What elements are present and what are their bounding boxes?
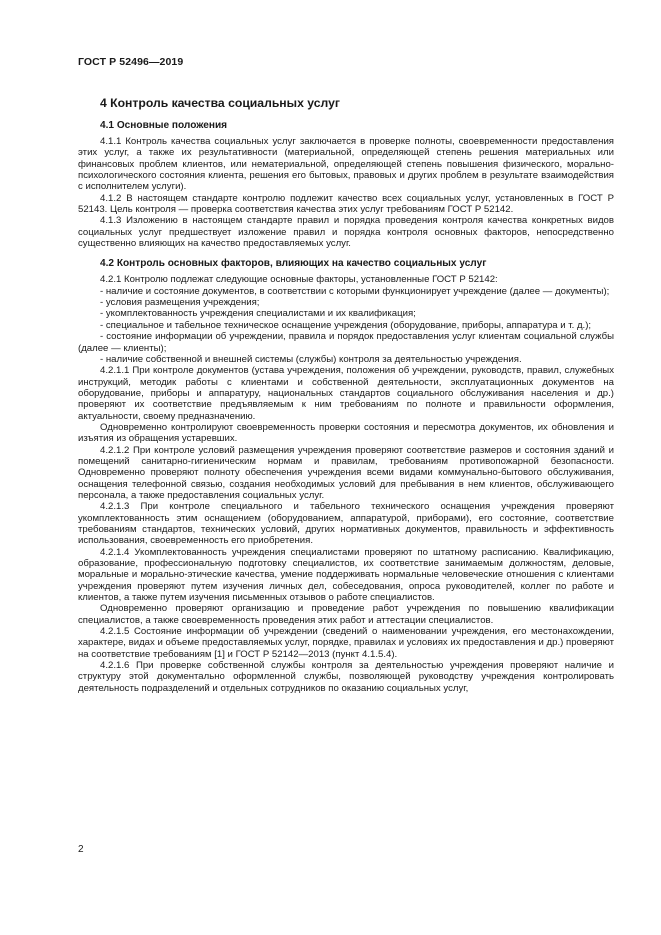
paragraph-4-2-1-2: 4.2.1.2 При контроле условий размещения учреждения проверяют соответствие размеров и состояния зданий и помещений санитарно-гигиеническим нормам и правилам, требованиям противопожарной безопасности. Одновременно проверяют полноту обеспечения учреждения всеми видами коммунально-бытового обслуживания, оснащения телефонной связью, создания необходимых условий для пребывания в нем клиентов, обслуживающего персонала, а также предоставления социальных услуг. [78,444,614,501]
page-number: 2 [78,844,84,855]
document-page [78,56,614,694]
paragraph-4-1-2: 4.1.2 В настоящем стандарте контролю подлежит качество всех социальных услуг, установленных в ГОСТ Р 52143. Цель контроля — проверка соответствия качества этих услуг требованиям ГОСТ Р 52142. [78,192,614,216]
paragraph-4-2-1-6: 4.2.1.6 При проверке собственной службы контроля за деятельностью учреждения проверяют наличие и структуру этой документально оформленной службы, позволяющей руководству учреждения контролировать деятельность подразделений и отдельных сотрудников по оказанию социальных услуг, [78,660,614,694]
paragraph-4-2-1: 4.2.1 Контролю подлежат следующие основные факторы, установленные ГОСТ Р 52142: [100,274,498,286]
paragraph-4-2-1-1: 4.2.1.1 При контроле документов (устава учреждения, положения об учреждении, руководств, правил, служебных инструкций, методик работы с клиентами и собственной деятельности, эксплуатационных документов на оборудование, приборы и аппаратуру, национальных стандартов социального обслуживания населения и др.) проверяют их соответствие предъявляемым к ним требованиям по полноте и правильности оформления, актуальности, своему предназначению. [78,365,614,422]
paragraph-4-2-1-3: 4.2.1.3 При контроле специального и табельного технического оснащения учреждения проверяют укомплектованность этим оснащением (оборудованием, аппаратурой, приборами), его состояние, соответствие требованиям стандартов, технических условий, других нормативных документов, правильность и эффективность использования, своевременность его приобретения. [78,501,614,547]
subsection-title-4-1: 4.1 Основные положения [100,120,228,131]
list-item-placement: - условия размещения учреждения; [100,297,260,309]
list-item-equipment: - специальное и табельное техническое оснащение учреждения (оборудование, приборы, аппаратура и т. д.); [100,319,592,331]
list-item-staffing: - укомплектованность учреждения специалистами и их квалификация; [100,308,416,320]
paragraph-4-2-1-4: 4.2.1.4 Укомплектованность учреждения специалистами проверяют по штатному расписанию. Квалификацию, образование, профессиональную подготовку специалистов, их соответствие занимаемым должностям, деловые, моральные и морально-этические качества, умение поддерживать нормальные человеческие отношения с клиентами учреждения проверяют путем изучения личных дел, собеседования, опроса руководителей, коллег по работе и клиентов, а также путем изучения письменных отзывов о работе специалистов. [78,546,614,604]
list-item-control-system: - наличие собственной и внешней системы (службы) контроля за деятельностью учреждения. [100,353,522,365]
paragraph-4-1-1: 4.1.1 Контроль качества социальных услуг заключается в проверке полноты, своевременности предоставления этих услуг, а также их результативности (материальной, определяющей степень решения материальных или финансовых проблем клиентов, или нематериальной, определяющей степень повышения физического, морально-психологического состояния клиента, решения его бытовых, правовых и других проблем в результате взаимодействия с исполнителем услуги). [78,136,614,193]
list-item-information: - состояние информации об учреждении, правила и порядок предоставления услуг клиентам социальной службы (далее — клиенты); [78,331,614,354]
standard-header: ГОСТ Р 52496—2019 [78,56,184,68]
paragraph-documents-review: Одновременно контролируют своевременность проверки состояния и пересмотра документов, их обновления и изъятия из обращения устаревших. [78,421,614,445]
list-item-documents: - наличие и состояние документов, в соответствии с которыми функционирует учреждение (далее — документы); [100,285,610,297]
paragraph-4-1-3: 4.1.3 Изложению в настоящем стандарте правил и порядка проведения контроля качества конкретных видов социальных услуг предшествует изложение правил и порядка контроля основных факторов, непосредственно существенно влияющих на качество предоставляемых услуг. [78,215,614,250]
section-title: 4 Контроль качества социальных услуг [100,96,340,110]
paragraph-4-2-1-5: 4.2.1.5 Состояние информации об учреждении (сведений о наименовании учреждения, его местонахождении, характере, видах и объеме предоставляемых услуг, порядке, правилах и условиях их предоставления и др.) проверяют на соответствие требованиям [1] и ГОСТ Р 52142—2013 (пункт 4.1.5.4). [78,626,614,660]
paragraph-qualification: Одновременно проверяют организацию и проведение работ учреждения по повышению квалификации специалистов, а также своевременность проведения этих работ и аттестации специалистов. [78,603,614,626]
subsection-title-4-2: 4.2 Контроль основных факторов, влияющих на качество социальных услуг [100,258,487,270]
